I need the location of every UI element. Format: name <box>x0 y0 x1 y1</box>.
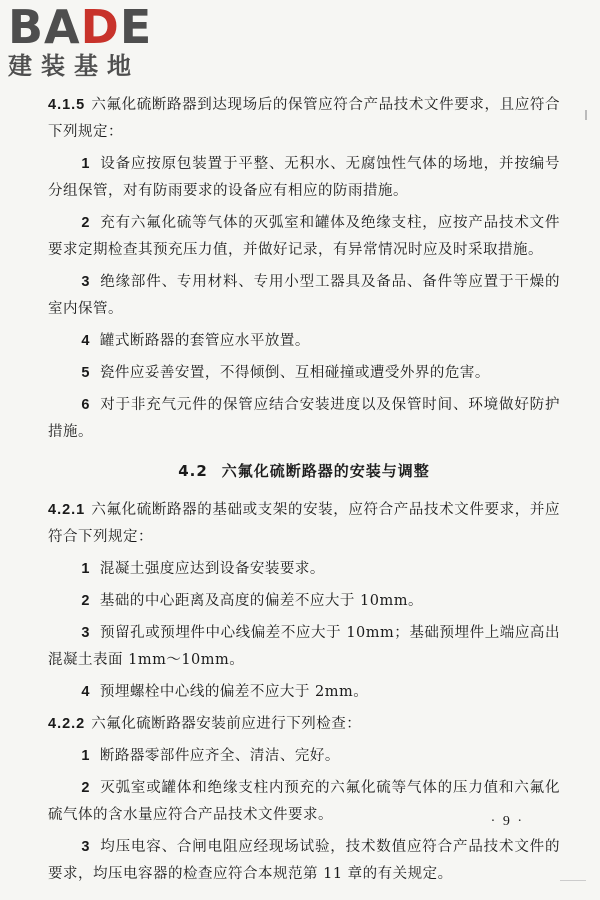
list-item <box>48 620 560 674</box>
list-item <box>48 392 560 446</box>
item-number: 2 <box>81 215 90 231</box>
item-number: 6 <box>81 397 90 413</box>
item-text: 预留孔或预埋件中心线偏差不应大于 10mm；基础预埋件上端应高出混凝土表面 1mm～10mm。 <box>48 625 560 668</box>
list-item <box>48 210 560 264</box>
document-body <box>48 92 560 893</box>
item-number: 1 <box>81 748 90 764</box>
page-number: · 9 · <box>490 814 524 829</box>
clause-text: 六氟化硫断路器的基础或支架的安装，应符合产品技术文件要求，并应符合下列规定： <box>48 502 560 545</box>
item-text: 瓷件应妥善安置，不得倾倒、互相碰撞或遭受外界的危害。 <box>99 365 490 381</box>
logo-letters-prefix: BA <box>8 0 81 54</box>
logo-wordmark <box>8 0 178 54</box>
item-text: 罐式断路器的套管应水平放置。 <box>99 333 310 349</box>
logo-letter-accent: D <box>80 0 120 54</box>
list-item <box>48 556 560 583</box>
item-text: 充有六氟化硫等气体的灭弧室和罐体及绝缘支柱，应按产品技术文件要求定期检查其预充压力值，并做好记录，有异常情况时应及时采取措施。 <box>48 215 560 258</box>
clause-4-2-2 <box>48 711 560 738</box>
list-item <box>48 360 560 387</box>
scan-mark <box>560 880 586 881</box>
site-logo <box>8 0 178 84</box>
item-text: 设备应按原包装置于平整、无积水、无腐蚀性气体的场地，并按编号分组保管，对有防雨要求的设备应有相应的防雨措施。 <box>48 156 560 199</box>
list-item <box>48 743 560 770</box>
scan-mark <box>585 110 587 120</box>
clause-number: 4.2.1 <box>48 502 86 518</box>
list-item <box>48 775 560 829</box>
item-number: 2 <box>81 780 90 796</box>
clause-4-2-1 <box>48 497 560 551</box>
item-number: 1 <box>81 561 90 577</box>
item-text: 混凝土强度应达到设备安装要求。 <box>99 561 325 577</box>
item-number: 4 <box>81 333 90 349</box>
list-item <box>48 679 560 706</box>
item-number: 4 <box>81 684 90 700</box>
clause-text: 六氟化硫断路器到达现场后的保管应符合产品技术文件要求，且应符合下列规定： <box>48 97 560 140</box>
clause-text: 六氟化硫断路器安装前应进行下列检查： <box>91 716 362 732</box>
list-item <box>48 269 560 323</box>
item-number: 2 <box>81 593 90 609</box>
item-number: 1 <box>81 156 90 172</box>
item-text: 预埋螺栓中心线的偏差不应大于 2mm。 <box>99 684 369 700</box>
item-text: 对于非充气元件的保管应结合安装进度以及保管时间、环境做好防护措施。 <box>48 397 560 440</box>
clause-number: 4.2.2 <box>48 716 86 732</box>
item-number: 3 <box>81 274 90 290</box>
item-text: 均压电容、合闸电阻应经现场试验，技术数值应符合产品技术文件的要求，均压电容器的检查应符合本规范第 11 章的有关规定。 <box>48 839 560 882</box>
item-text: 绝缘部件、专用材料、专用小型工器具及备品、备件等应置于干燥的室内保管。 <box>48 274 560 317</box>
list-item <box>48 834 560 888</box>
item-text: 断路器零部件应齐全、清洁、完好。 <box>99 748 340 764</box>
item-number: 3 <box>81 839 90 855</box>
section-heading-4-2 <box>48 458 560 485</box>
item-number: 5 <box>81 365 90 381</box>
list-item <box>48 151 560 205</box>
clause-4-1-5 <box>48 92 560 146</box>
clause-number: 4.1.5 <box>48 97 86 113</box>
list-item <box>48 588 560 615</box>
item-text: 灭弧室或罐体和绝缘支柱内预充的六氟化硫等气体的压力值和六氟化硫气体的含水量应符合产品技术文件要求。 <box>48 780 560 823</box>
section-title: 六氟化硫断路器的安装与调整 <box>221 462 430 480</box>
section-number: 4.2 <box>178 462 208 480</box>
list-item <box>48 328 560 355</box>
item-text: 基础的中心距离及高度的偏差不应大于 10mm。 <box>99 593 423 609</box>
logo-letters-suffix: E <box>119 0 153 54</box>
item-number: 3 <box>81 625 90 641</box>
logo-subtitle: 建装基地 <box>8 52 140 80</box>
